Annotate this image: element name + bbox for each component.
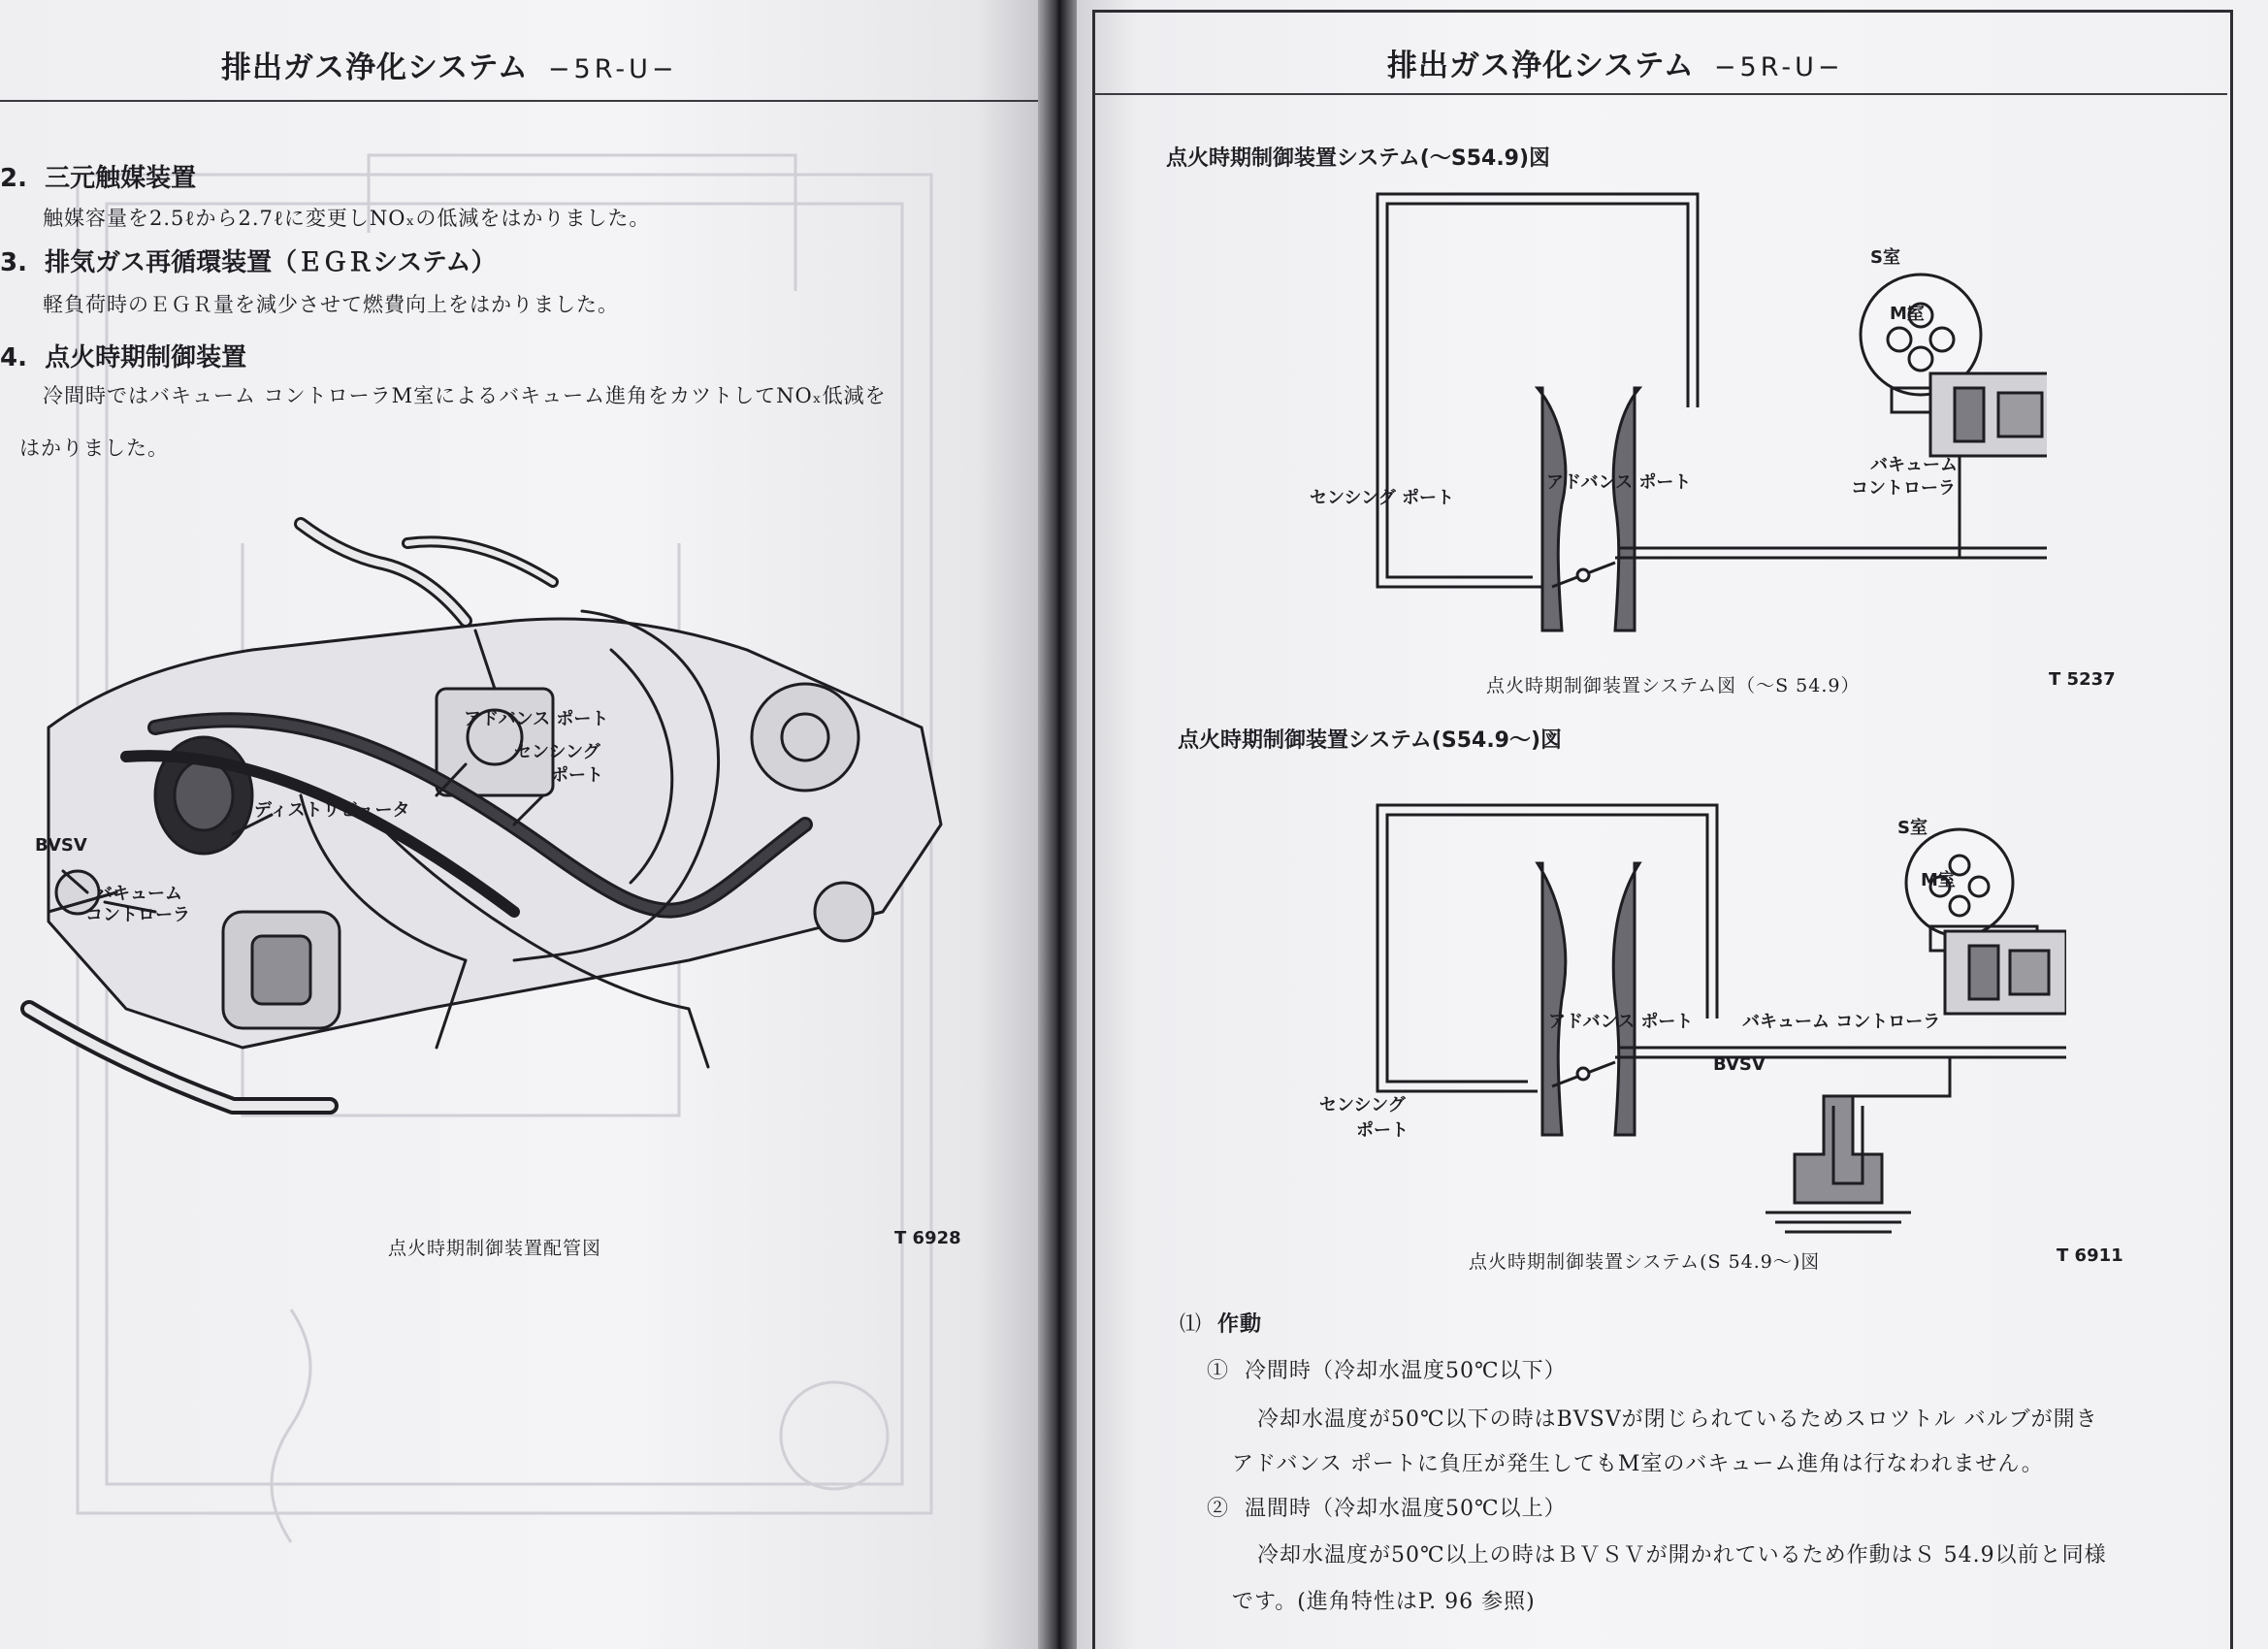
header-model: −5R-U− [547,54,678,84]
fig1-label-advance-port: アドバンス ポート [1546,472,1692,493]
fig2-label-vacuum-controller: バキューム コントローラ [1742,1012,1941,1032]
section-2-title: 2. 三元触媒装置 [0,164,197,193]
illustration-label-sensing: センシング [514,742,600,762]
header-rule [0,100,1038,102]
right-header [1387,41,1844,84]
fig2-code: T 6911 [2057,1245,2123,1266]
operation-heading: ⑴ 作動 [1180,1312,1263,1337]
fig1-code: T 5237 [2049,669,2116,690]
operation-cold-body-2: アドバンス ポートに負圧が発生してもM室のバキューム進角は行なわれません。 [1232,1452,2044,1476]
fig1-label-controller: コントローラ [1851,478,1956,499]
engine-piping-illustration [10,504,980,1135]
operation-warm-body-1: 冷却水温度が50℃以上の時はＢＶＳＶが開かれているため作動はＳ 54.9以前と同様 [1257,1543,2107,1568]
fig2-label-bvsv: BVSV [1713,1054,1766,1075]
section-4-body-line-2: はかりました。 [19,436,169,460]
fig2-label-s-chamber: S室 [1897,818,1928,838]
fig2-label-advance-port: アドバンス ポート [1548,1012,1694,1032]
fig2-caption: 点火時期制御装置システム(S 54.9～)図 [1469,1251,1821,1273]
illustration-label-distributor: ディストリビュータ [254,800,410,821]
section-2-body: 触媒容量を2.5ℓから2.7ℓに変更しNOₓの低減をはかりました。 [43,207,651,230]
fig2-title: 点火時期制御装置システム(S54.9～)図 [1178,728,1563,753]
book-spine [1038,0,1077,1649]
operation-warm-body-2: です。(進角特性はP. 96 参照) [1232,1590,1536,1614]
illustration-label-advance-port: アドバンス ポート [464,709,609,729]
left-figure-code: T 6928 [894,1228,961,1248]
section-4-body-line-1: 冷間時ではバキューム コントローラM室によるバキューム進角をカツトしてNOₓ低減を [43,384,887,407]
fig1-caption: 点火時期制御装置システム図（～S 54.9） [1486,675,1861,696]
fig1-diagram [1368,184,2047,640]
operation-warm-title: ② 温間時（冷却水温度50℃以上） [1207,1497,1567,1521]
section-3-body: 軽負荷時のＥＧＲ量を減少させて燃費向上をはかりました。 [43,293,619,316]
left-page [0,0,1038,1649]
header-rule [1094,93,2227,95]
illustration-label-controller: コントローラ [85,905,190,925]
fig1-label-m-chamber: M室 [1890,304,1925,324]
left-figure-caption: 点火時期制御装置配管図 [388,1238,602,1259]
header-title: 排出ガス浄化システム [1387,48,1695,83]
operation-cold-title: ① 冷間時（冷却水温度50℃以下） [1207,1359,1567,1383]
header-model: −5R-U− [1713,52,1844,82]
illustration-label-bvsv: BVSV [35,835,87,856]
fig2-diagram [1368,786,2066,1242]
left-header [221,43,678,86]
fig1-title: 点火時期制御装置システム(～S54.9)図 [1166,146,1551,171]
fig2-label-sensing: センシング [1319,1095,1406,1116]
fig1-label-s-chamber: S室 [1870,247,1900,268]
right-page [1077,0,2268,1649]
header-title: 排出ガス浄化システム [221,50,529,85]
illustration-label-vacuum: バキューム [95,884,182,904]
section-4-title: 4. 点火時期制御装置 [0,343,247,372]
section-3-title: 3. 排気ガス再循環装置（ＥＧＲシステム） [0,248,497,277]
operation-cold-body-1: 冷却水温度が50℃以下の時はBVSVが閉じられているためスロツトル バルブが開き [1257,1407,2098,1432]
fig2-label-m-chamber: M室 [1921,870,1956,890]
fig1-label-sensing-port: センシング ポート [1310,488,1455,508]
fig2-label-sensing-port: ポート [1356,1120,1409,1141]
fig1-label-vacuum: バキューム [1870,455,1958,475]
illustration-label-sensing-port: ポート [551,765,603,786]
